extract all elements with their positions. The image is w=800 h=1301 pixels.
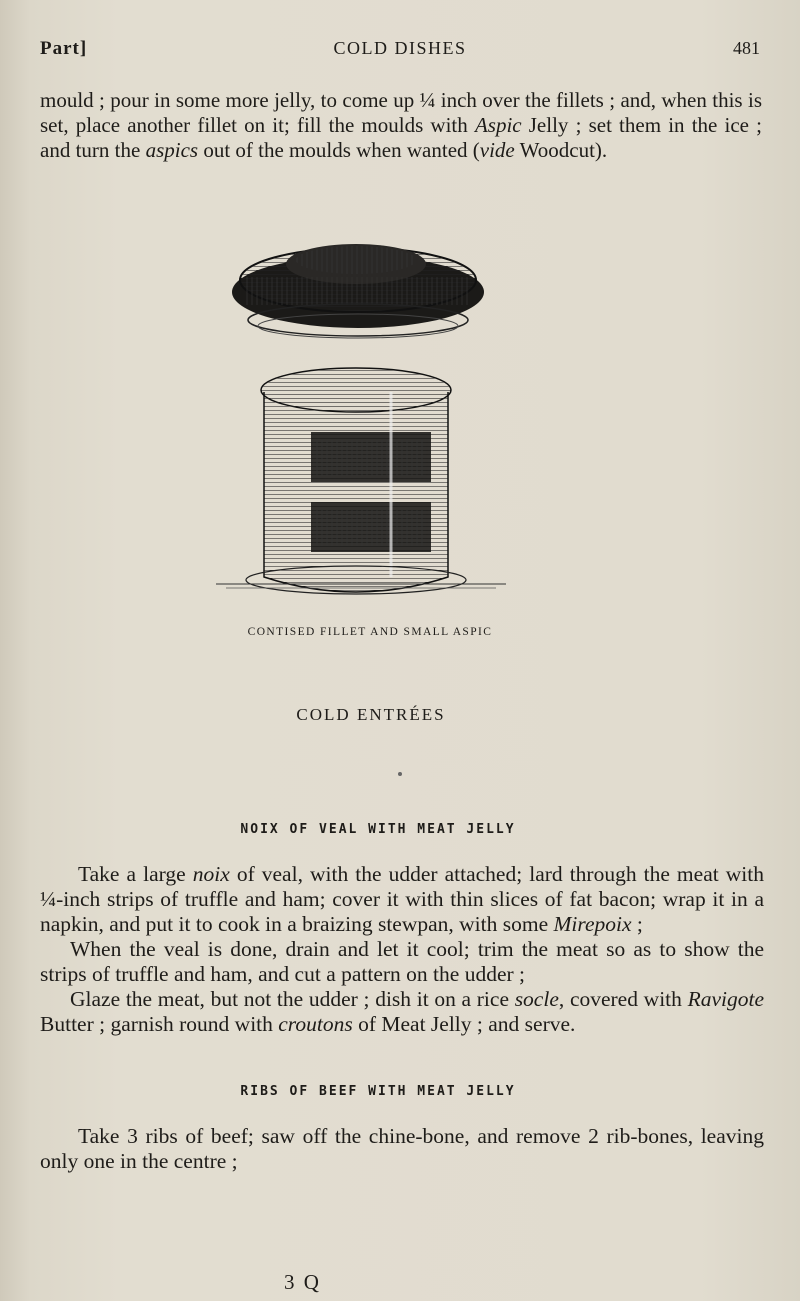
recipe-paragraph: Take 3 ribs of beef; saw off the chine-bone, and remove 2 rib-bones, leaving only one in the centre ; bbox=[40, 1124, 764, 1173]
recipe-paragraph: When the veal is done, drain and let it cool; trim the meat so as to show the strips of truffle and ham, and cut a pattern on the udder ; bbox=[40, 937, 764, 986]
part-label: Part] bbox=[40, 38, 88, 59]
recipe-body-veal bbox=[40, 862, 764, 1037]
small-aspic-mould bbox=[232, 244, 484, 338]
figure-caption: CONTISED FILLET AND SMALL ASPIC bbox=[247, 626, 493, 638]
ink-dot bbox=[398, 772, 402, 776]
recipe-heading-beef: RIBS OF BEEF WITH MEAT JELLY bbox=[240, 1084, 516, 1099]
recipe-heading-veal: NOIX OF VEAL WITH MEAT JELLY bbox=[240, 822, 516, 837]
running-header bbox=[40, 38, 760, 68]
intro-paragraph bbox=[40, 88, 762, 163]
contised-fillet-mould bbox=[216, 368, 506, 594]
intro-text: mould ; pour in some more jelly, to come up ¼ inch over the fillets ; and, when this is set, place another fillet on it; fill the moulds with Aspic Jelly ; set them in the ice ; and turn the aspics out of the moulds when wanted (vide Woodcut). bbox=[40, 88, 762, 162]
signature-mark: 3 Q bbox=[284, 1270, 321, 1294]
recipe-paragraph: Glaze the meat, but not the udder ; dish it on a rice socle, covered with Ravigote Butter ; garnish round with croutons of Meat Jelly ; and serve. bbox=[40, 987, 764, 1036]
recipe-body-beef bbox=[40, 1124, 764, 1174]
section-title: COLD ENTRÉES bbox=[296, 705, 446, 724]
page-number: 481 bbox=[733, 38, 760, 58]
mould-illustration bbox=[216, 222, 506, 602]
header-title: COLD DISHES bbox=[333, 38, 467, 58]
recipe-paragraph: Take a large noix of veal, with the udder attached; lard through the meat with ¼-inch strips of truffle and ham; cover it with thin slices of fat bacon; wrap it in a napkin, and put it to cook in a braizing stewpan, with some Mirepoix ; bbox=[40, 862, 764, 936]
